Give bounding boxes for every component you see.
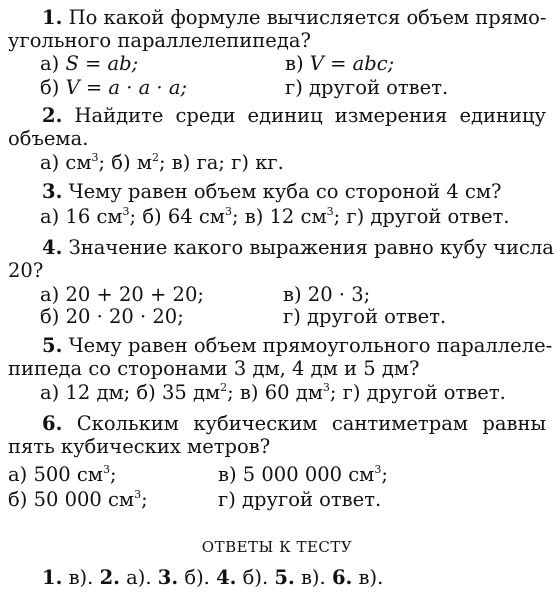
question-6-line-2: пять кубических метров?	[8, 435, 271, 458]
question-text: По какой формуле вычисляется объем прямо-	[68, 6, 547, 29]
question-5-options: а) 12 дм; б) 35 $дм^2$; в) 60 $дм^3$; г) другой ответ.	[40, 380, 506, 404]
question-1-line-1	[42, 6, 546, 30]
question-2-options: а) $см^3$; б) $м^2$; в) га; г) кг.	[40, 150, 284, 174]
question-4-line-1	[42, 236, 554, 260]
question-number: 2.	[42, 104, 63, 127]
question-text: Чему равен объем прямоугольного параллеле-	[68, 334, 553, 357]
question-text: Скольким кубическим сантиметрам равны	[76, 412, 546, 435]
question-6-line-1	[42, 412, 546, 436]
question-number: 5.	[42, 334, 63, 357]
question-text: Найдите среди единиц измерения единицу	[74, 104, 546, 127]
question-4-line-2: 20?	[8, 259, 44, 282]
question-2-line-1	[42, 104, 546, 128]
option-g: г) другой ответ.	[285, 76, 449, 99]
option-a: а) 500 $см^3$;	[8, 462, 117, 486]
question-text: Значение какого выражения равно кубу числа	[68, 236, 554, 259]
question-3-options: а) 16 $см^3$; б) 64 $см^3$; в) 12 $см^3$; г) другой ответ.	[40, 204, 510, 228]
option-v: в) 20 · 3;	[283, 283, 371, 306]
answers-header: ОТВЕТЫ К ТЕСТУ	[201, 538, 353, 556]
question-number: 3.	[42, 180, 63, 203]
question-number: 4.	[42, 236, 63, 259]
question-3-line-1	[42, 180, 501, 204]
option-g: г) другой ответ.	[218, 488, 382, 511]
question-number: 1.	[42, 6, 63, 29]
option-v: в) V = abc;	[285, 52, 395, 75]
option-g: г) другой ответ.	[283, 305, 447, 328]
option-b: б) V = a · a · a;	[40, 76, 188, 99]
question-5-line-1	[42, 334, 553, 358]
question-1-line-2: угольного параллелепипеда?	[8, 29, 311, 52]
option-b: б) 20 · 20 · 20;	[40, 305, 184, 328]
option-b: б) 50 000 $см^3$;	[8, 487, 148, 511]
question-2-line-2: объема.	[8, 127, 89, 150]
question-text: Чему равен объем куба со стороной 4 см?	[68, 180, 502, 203]
option-a: а) 20 + 20 + 20;	[40, 283, 204, 306]
option-v: в) 5 000 000 $см^3$;	[218, 462, 388, 486]
question-5-line-2: пипеда со сторонами 3 дм, 4 дм и 5 дм?	[8, 357, 420, 380]
option-a: а) S = ab;	[40, 52, 139, 75]
question-number: 6.	[42, 412, 63, 435]
answers-line: 1. в). 2. а). 3. б). 4. б). 5. в). 6. в).	[42, 566, 384, 589]
